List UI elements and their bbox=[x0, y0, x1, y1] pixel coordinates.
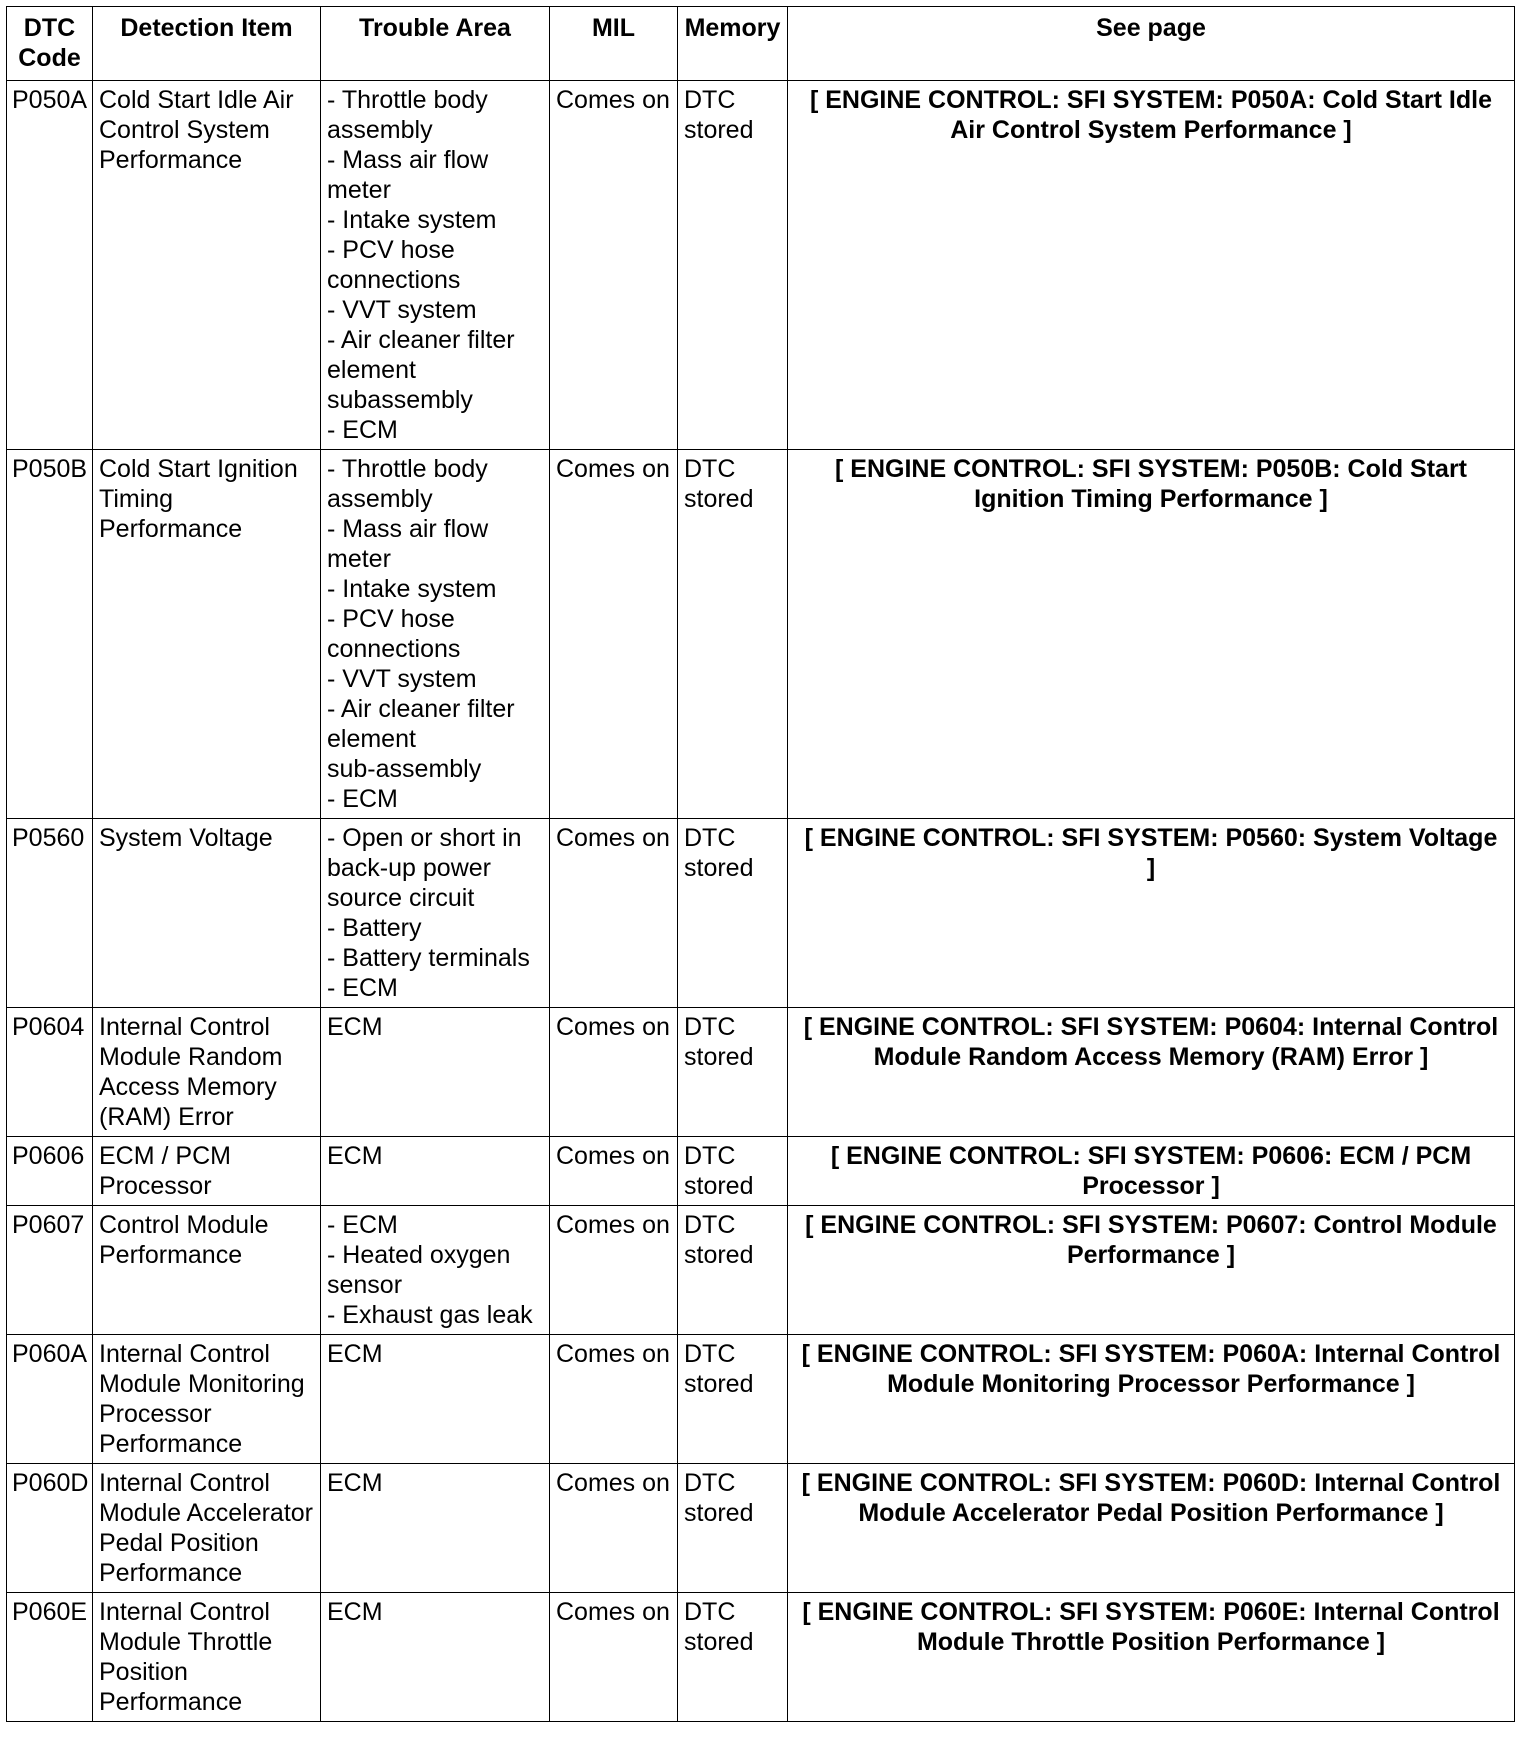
trouble-area-cell bbox=[321, 1206, 550, 1335]
see-page-link-line: Processor ] bbox=[1082, 1172, 1220, 1200]
see-page-link[interactable] bbox=[788, 81, 1515, 450]
dtc-table bbox=[6, 6, 1515, 1722]
memory-cell-line: stored bbox=[684, 1172, 754, 1200]
detection-item-cell bbox=[93, 1206, 321, 1335]
see-page-link[interactable] bbox=[788, 1593, 1515, 1722]
detection-item-cell-line: Performance bbox=[99, 1559, 243, 1587]
trouble-area-cell-line: connections bbox=[327, 266, 461, 294]
detection-item-cell-line: Internal Control bbox=[99, 1013, 270, 1041]
header-dtc-code-line: DTC bbox=[23, 14, 76, 42]
trouble-area-cell-line: - Mass air flow bbox=[327, 146, 489, 174]
dtc-code-cell: P0607 bbox=[7, 1206, 93, 1335]
memory-cell-line: stored bbox=[684, 1628, 754, 1656]
trouble-area-cell-line: sub-assembly bbox=[327, 755, 482, 783]
see-page-link-line: [ ENGINE CONTROL: SFI SYSTEM: P050B: Cold Start bbox=[835, 455, 1467, 483]
detection-item-cell bbox=[93, 1335, 321, 1464]
mil-cell: Comes on bbox=[550, 1008, 678, 1137]
trouble-area-cell-line: - Throttle body bbox=[327, 86, 488, 114]
dtc-code-cell: P0606 bbox=[7, 1137, 93, 1206]
detection-item-cell-line: Control Module bbox=[99, 1211, 269, 1239]
detection-item-cell-line: ECM / PCM bbox=[99, 1142, 231, 1170]
see-page-link-line: Module Monitoring Processor Performance ] bbox=[887, 1370, 1415, 1398]
detection-item-cell-line: Internal Control bbox=[99, 1598, 270, 1626]
detection-item-cell-line: Performance bbox=[99, 1241, 243, 1269]
mil-cell: Comes on bbox=[550, 1464, 678, 1593]
trouble-area-cell-line: - PCV hose bbox=[327, 236, 455, 264]
see-page-link-line: Module Accelerator Pedal Position Performance ] bbox=[858, 1499, 1444, 1527]
memory-cell-line: DTC bbox=[684, 455, 736, 483]
table-row bbox=[7, 1206, 1515, 1335]
detection-item-cell-line: Processor bbox=[99, 1400, 212, 1428]
table-row bbox=[7, 1464, 1515, 1593]
header-see-page: See page bbox=[788, 7, 1515, 81]
trouble-area-cell-line: - Open or short in bbox=[327, 824, 522, 852]
see-page-link-line: [ ENGINE CONTROL: SFI SYSTEM: P0560: System Voltage bbox=[804, 824, 1498, 852]
trouble-area-cell bbox=[321, 450, 550, 819]
memory-cell-line: stored bbox=[684, 485, 754, 513]
detection-item-cell-line: Performance bbox=[99, 1688, 243, 1716]
trouble-area-cell-line: assembly bbox=[327, 116, 433, 144]
trouble-area-cell-line: - VVT system bbox=[327, 665, 477, 693]
see-page-link-line: Performance ] bbox=[1066, 1241, 1236, 1269]
trouble-area-cell bbox=[321, 1464, 550, 1593]
header-detection-item: Detection Item bbox=[93, 7, 321, 81]
trouble-area-cell-line: - Heated oxygen bbox=[327, 1241, 511, 1269]
memory-cell bbox=[678, 1206, 788, 1335]
trouble-area-cell-line: - Air cleaner filter bbox=[327, 326, 515, 354]
trouble-area-cell-line: - Air cleaner filter bbox=[327, 695, 515, 723]
trouble-area-cell-line: sensor bbox=[327, 1271, 403, 1299]
memory-cell bbox=[678, 1335, 788, 1464]
detection-item-cell-line: Access Memory bbox=[99, 1073, 277, 1101]
header-trouble-area: Trouble Area bbox=[321, 7, 550, 81]
dtc-code-cell: P0560 bbox=[7, 819, 93, 1008]
trouble-area-cell-line: - VVT system bbox=[327, 296, 477, 324]
trouble-area-cell-line: connections bbox=[327, 635, 461, 663]
see-page-link-line: [ ENGINE CONTROL: SFI SYSTEM: P0607: Control Module bbox=[805, 1211, 1497, 1239]
dtc-code-cell: P060D bbox=[7, 1464, 93, 1593]
memory-cell-line: stored bbox=[684, 1499, 754, 1527]
table-row bbox=[7, 819, 1515, 1008]
see-page-link[interactable] bbox=[788, 1464, 1515, 1593]
mil-cell: Comes on bbox=[550, 1206, 678, 1335]
table-row bbox=[7, 1008, 1515, 1137]
dtc-code-cell: P0604 bbox=[7, 1008, 93, 1137]
memory-cell bbox=[678, 819, 788, 1008]
detection-item-cell-line: Control System bbox=[99, 116, 270, 144]
table-row bbox=[7, 1593, 1515, 1722]
detection-item-cell-line: (RAM) Error bbox=[99, 1103, 234, 1131]
see-page-link-line: [ ENGINE CONTROL: SFI SYSTEM: P060D: Internal Control bbox=[801, 1469, 1501, 1497]
mil-cell: Comes on bbox=[550, 1593, 678, 1722]
trouble-area-cell bbox=[321, 1137, 550, 1206]
table-body bbox=[7, 81, 1515, 1722]
detection-item-cell-line: Processor bbox=[99, 1172, 212, 1200]
memory-cell bbox=[678, 1137, 788, 1206]
detection-item-cell-line: Performance bbox=[99, 1430, 243, 1458]
detection-item-cell-line: Performance bbox=[99, 515, 243, 543]
trouble-area-cell-line: - PCV hose bbox=[327, 605, 455, 633]
memory-cell bbox=[678, 450, 788, 819]
trouble-area-cell-line: back-up power bbox=[327, 854, 491, 882]
trouble-area-cell-line: - Battery bbox=[327, 914, 422, 942]
see-page-link[interactable] bbox=[788, 1008, 1515, 1137]
see-page-link-line: [ ENGINE CONTROL: SFI SYSTEM: P0604: Internal Control bbox=[803, 1013, 1499, 1041]
detection-item-cell-line: Cold Start Idle Air bbox=[99, 86, 294, 114]
mil-cell: Comes on bbox=[550, 1335, 678, 1464]
mil-cell: Comes on bbox=[550, 1137, 678, 1206]
detection-item-cell-line: Position bbox=[99, 1658, 188, 1686]
trouble-area-cell-line: meter bbox=[327, 176, 391, 204]
trouble-area-cell-line: - Intake system bbox=[327, 575, 497, 603]
header-dtc-code-line: Code bbox=[18, 44, 81, 72]
detection-item-cell-line: Internal Control bbox=[99, 1469, 270, 1497]
detection-item-cell bbox=[93, 1464, 321, 1593]
trouble-area-cell-line: element bbox=[327, 356, 416, 384]
trouble-area-cell-line: - ECM bbox=[327, 416, 398, 444]
trouble-area-cell bbox=[321, 1008, 550, 1137]
trouble-area-cell-line: assembly bbox=[327, 485, 433, 513]
see-page-link[interactable] bbox=[788, 450, 1515, 819]
table-row bbox=[7, 81, 1515, 450]
detection-item-cell-line: System Voltage bbox=[99, 824, 273, 852]
table-row bbox=[7, 1335, 1515, 1464]
trouble-area-cell-line: ECM bbox=[327, 1598, 383, 1626]
trouble-area-cell-line: - Intake system bbox=[327, 206, 497, 234]
memory-cell bbox=[678, 1464, 788, 1593]
trouble-area-cell-line: - Mass air flow bbox=[327, 515, 489, 543]
dtc-code-cell: P050A bbox=[7, 81, 93, 450]
header-dtc-code bbox=[7, 7, 93, 81]
trouble-area-cell-line: subassembly bbox=[327, 386, 473, 414]
mil-cell: Comes on bbox=[550, 81, 678, 450]
detection-item-cell bbox=[93, 1008, 321, 1137]
detection-item-cell-line: Pedal Position bbox=[99, 1529, 259, 1557]
detection-item-cell-line: Timing bbox=[99, 485, 174, 513]
trouble-area-cell-line: - Exhaust gas leak bbox=[327, 1301, 533, 1329]
trouble-area-cell-line: - ECM bbox=[327, 785, 398, 813]
detection-item-cell-line: Performance bbox=[99, 146, 243, 174]
trouble-area-cell bbox=[321, 1593, 550, 1722]
mil-cell: Comes on bbox=[550, 450, 678, 819]
trouble-area-cell-line: - ECM bbox=[327, 1211, 398, 1239]
memory-cell-line: DTC bbox=[684, 86, 736, 114]
see-page-link-line: [ ENGINE CONTROL: SFI SYSTEM: P050A: Cold Start Idle bbox=[809, 86, 1492, 114]
see-page-link-line: [ ENGINE CONTROL: SFI SYSTEM: P060A: Internal Control bbox=[801, 1340, 1501, 1368]
trouble-area-cell-line: ECM bbox=[327, 1340, 383, 1368]
memory-cell-line: DTC bbox=[684, 824, 736, 852]
trouble-area-cell bbox=[321, 81, 550, 450]
see-page-link-line: Ignition Timing Performance ] bbox=[974, 485, 1328, 513]
trouble-area-cell-line: - ECM bbox=[327, 974, 398, 1002]
memory-cell-line: stored bbox=[684, 1241, 754, 1269]
dtc-code-cell: P060A bbox=[7, 1335, 93, 1464]
memory-cell bbox=[678, 1593, 788, 1722]
see-page-link-line: Module Random Access Memory (RAM) Error ] bbox=[873, 1043, 1429, 1071]
trouble-area-cell-line: - Throttle body bbox=[327, 455, 488, 483]
header-row bbox=[7, 7, 1515, 81]
header-mil: MIL bbox=[550, 7, 678, 81]
trouble-area-cell bbox=[321, 1335, 550, 1464]
see-page-link-line: [ ENGINE CONTROL: SFI SYSTEM: P060E: Internal Control bbox=[802, 1598, 1500, 1626]
memory-cell-line: DTC bbox=[684, 1340, 736, 1368]
memory-cell-line: stored bbox=[684, 854, 754, 882]
table-row bbox=[7, 1137, 1515, 1206]
see-page-link-line: [ ENGINE CONTROL: SFI SYSTEM: P0606: ECM / PCM bbox=[830, 1142, 1472, 1170]
header-memory: Memory bbox=[678, 7, 788, 81]
trouble-area-cell-line: ECM bbox=[327, 1142, 383, 1170]
detection-item-cell bbox=[93, 819, 321, 1008]
memory-cell-line: DTC bbox=[684, 1211, 736, 1239]
trouble-area-cell-line: ECM bbox=[327, 1469, 383, 1497]
detection-item-cell-line: Module Random bbox=[99, 1043, 283, 1071]
memory-cell-line: stored bbox=[684, 1370, 754, 1398]
see-page-link-line: Air Control System Performance ] bbox=[950, 116, 1352, 144]
detection-item-cell bbox=[93, 81, 321, 450]
trouble-area-cell-line: element bbox=[327, 725, 416, 753]
memory-cell-line: DTC bbox=[684, 1469, 736, 1497]
detection-item-cell-line: Module Accelerator bbox=[99, 1499, 314, 1527]
see-page-link[interactable] bbox=[788, 1335, 1515, 1464]
trouble-area-cell bbox=[321, 819, 550, 1008]
see-page-link[interactable] bbox=[788, 1206, 1515, 1335]
trouble-area-cell-line: ECM bbox=[327, 1013, 383, 1041]
memory-cell bbox=[678, 1008, 788, 1137]
detection-item-cell-line: Module Throttle bbox=[99, 1628, 273, 1656]
see-page-link[interactable] bbox=[788, 819, 1515, 1008]
memory-cell-line: DTC bbox=[684, 1598, 736, 1626]
see-page-link[interactable] bbox=[788, 1137, 1515, 1206]
see-page-link-line: ] bbox=[1146, 854, 1156, 882]
detection-item-cell bbox=[93, 450, 321, 819]
detection-item-cell bbox=[93, 1593, 321, 1722]
memory-cell bbox=[678, 81, 788, 450]
detection-item-cell bbox=[93, 1137, 321, 1206]
detection-item-cell-line: Cold Start Ignition bbox=[99, 455, 298, 483]
see-page-link-line: Module Throttle Position Performance ] bbox=[916, 1628, 1386, 1656]
memory-cell-line: DTC bbox=[684, 1142, 736, 1170]
trouble-area-cell-line: source circuit bbox=[327, 884, 475, 912]
trouble-area-cell-line: meter bbox=[327, 545, 391, 573]
detection-item-cell-line: Module Monitoring bbox=[99, 1370, 305, 1398]
dtc-code-cell: P060E bbox=[7, 1593, 93, 1722]
mil-cell: Comes on bbox=[550, 819, 678, 1008]
memory-cell-line: stored bbox=[684, 1043, 754, 1071]
memory-cell-line: DTC bbox=[684, 1013, 736, 1041]
trouble-area-cell-line: - Battery terminals bbox=[327, 944, 530, 972]
dtc-code-cell: P050B bbox=[7, 450, 93, 819]
table-row bbox=[7, 450, 1515, 819]
detection-item-cell-line: Internal Control bbox=[99, 1340, 270, 1368]
memory-cell-line: stored bbox=[684, 116, 754, 144]
